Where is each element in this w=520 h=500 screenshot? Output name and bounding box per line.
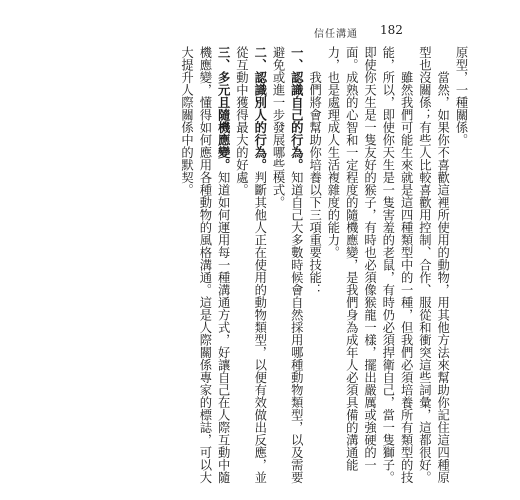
skill-item-3-heading: 三、多元且隨機應變。 bbox=[216, 46, 232, 171]
running-header-title: 信任溝通 bbox=[314, 29, 358, 40]
skill-item-3-text: 知道如何運用每一種溝通方式，好讓自己在人際互動中隨機應變，懂得如何應用各種動物的風格溝通。這是人際關係專家的標誌，可以大大提升人際關係中的默契。 bbox=[179, 46, 231, 484]
paragraph-4: 我們將會幫助你培養以下三項重要技能： bbox=[307, 70, 322, 296]
page-body-text bbox=[40, 46, 470, 486]
skill-item-2-text: 判斷其他人正在使用的動物類型，以便有效做出反應，並從互動中獲得最大的好處。 bbox=[234, 46, 267, 484]
skill-item-1-heading: 一、認識自己的行為。 bbox=[289, 46, 305, 171]
paragraph-3: 雖然我們可能生來就是這四種類型中的一種，但我們必須培養所有類型的技能，所以，即使你天生是一隻害羞的老鼠，有時仍必須捍衛自己，當一隻獅子。即使你天生是一隻友好的猴子，有時也必須像猴龍一樣，擺出嚴厲或強硬的一面。成熟的心智和一定程度的隨機應變，是我們身為成年人必須具備的溝通能力，也是處理成人生活複雜度的能力。 bbox=[325, 46, 414, 484]
skill-item-1-text: 知道自己大多數時候會自然採用哪種動物類型，以及需要避免或進一步發展哪些模式。 bbox=[271, 46, 304, 484]
skill-item-3 bbox=[177, 46, 232, 486]
paragraph-2: 當然，如果你不喜歡這裡所使用的動物，用其他方法來幫助你記住這四種原型也沒關係；有些人比較喜歡用控制、合作、服從和衝突這些詞彙，這都很好。 bbox=[417, 46, 450, 484]
page-number: 182 bbox=[380, 23, 403, 37]
skill-item-2 bbox=[232, 46, 269, 486]
skill-item-2-heading: 二、認識別人的行為。 bbox=[252, 46, 268, 171]
skill-item-1 bbox=[269, 46, 306, 486]
paragraph-1: 原型，一種關係。 bbox=[454, 46, 468, 146]
